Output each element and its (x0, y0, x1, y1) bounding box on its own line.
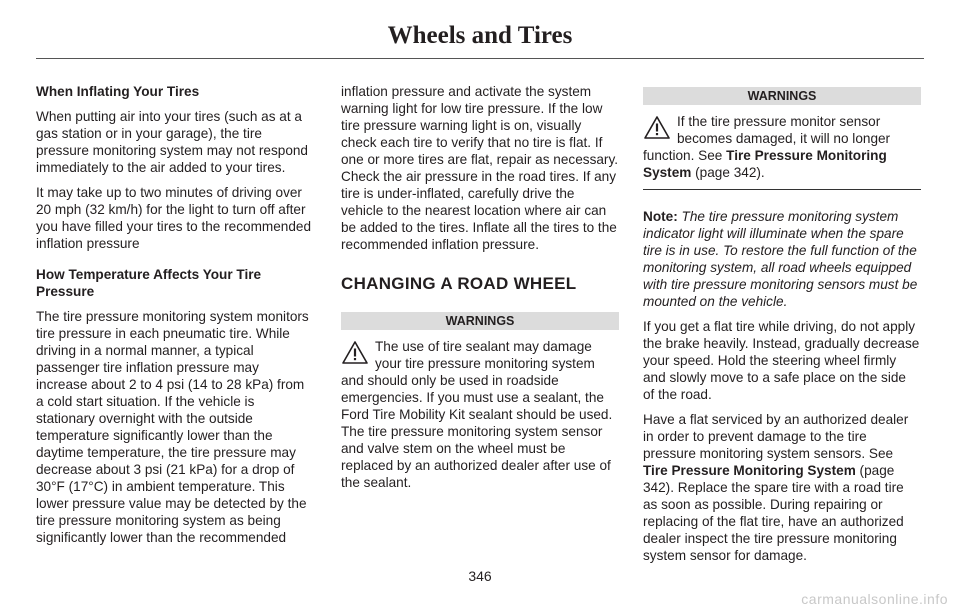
warning-triangle-icon (341, 340, 369, 365)
warning-triangle-icon (643, 115, 671, 140)
subheading-temperature: How Temperature Affects Your Tire Pressure (36, 267, 262, 299)
note-text: The tire pressure monitoring system indicator light will illuminate when the spare tire is in use. To restore the full function of the monitoring system, all road wheels equipped with tire pressure monitoring sensors must be mounted on the vehicle. (643, 209, 918, 309)
header-divider (36, 58, 924, 59)
paragraph: The tire pressure monitoring system monitors tire pressure in each pneumatic tire. While driving in a normal manner, a typical passenger tire inflation pressure may increase about 2 to 4 psi (14 to 28 kPa) from a cold start situation. If the vehicle is stationary overnight with the outside temperature significantly lower than the daytime temperature, the tire pressure may decrease about 3 psi (21 kPa) for a drop of 30°F (17°C) in ambient temperature. This lower pressure value may be detected by the tire pressure monitoring system as being significantly lower than the recommended (36, 309, 309, 545)
page-number: 346 (468, 568, 492, 584)
warning-text: If the tire pressure monitor sensor becomes damaged, it will no longer function. See (643, 114, 891, 163)
warning-block (341, 338, 619, 499)
column-right (643, 83, 921, 572)
cross-reference-link[interactable]: Tire Pressure Monitoring System (643, 148, 887, 180)
column-middle (341, 83, 619, 517)
paragraph: inflation pressure and activate the system warning light for low tire pressure. If the low tire pressure warning light is on, visually check each tire to verify that no tire is flat. If one or more tires are flat, repair as necessary. Check the air pressure in the road tires. If any tire is under-inflated, carefully drive the vehicle to the nearest location where air can be added to the tires. Inflate all the tires to the recommended inflation pressure. (341, 84, 619, 252)
column-left (36, 83, 314, 554)
warnings-banner: WARNINGS (643, 87, 921, 105)
warning-page-ref: (page 342). (691, 165, 765, 180)
warnings-banner: WARNINGS (341, 312, 619, 330)
paragraph-text: Have a flat serviced by an authorized dealer in order to prevent damage to the tire pressure monitoring system sensors. See (643, 412, 909, 461)
watermark: carmanualsonline.info (801, 591, 948, 607)
warning-block (643, 113, 921, 190)
paragraph: It may take up to two minutes of driving over 20 mph (32 km/h) for the light to turn off after you have filled your tires to the recommended inflation pressure (36, 185, 312, 251)
note-label: Note: (643, 209, 678, 224)
note-paragraph (643, 208, 921, 310)
cross-reference-link[interactable]: Tire Pressure Monitoring System (643, 463, 856, 478)
page-title: Wheels and Tires (387, 22, 573, 49)
paragraph: If you get a flat tire while driving, do not apply the brake heavily. Instead, gradually decrease your speed. Hold the steering wheel firmly and slowly move to a safe place on the side of the road. (643, 319, 920, 402)
subheading-inflating: When Inflating Your Tires (36, 84, 200, 99)
paragraph (643, 411, 921, 564)
warning-text: The use of tire sealant may damage your tire pressure monitoring system and should only be used in roadside emergencies. If you must use a sealant, the Ford Tire Mobility Kit sealant should be used. The tire pressure monitoring system sensor and valve stem on the wheel must be replaced by an authorized dealer after use of the sealant. (341, 339, 613, 490)
paragraph: When putting air into your tires (such as at a gas station or in your garage), the tire pressure monitoring system may not respond immediately to the air added to your tires. (36, 109, 308, 175)
section-heading-changing-road-wheel: CHANGING A ROAD WHEEL (341, 274, 577, 293)
paragraph-text: (page 342). Replace the spare tire with a road tire as soon as possible. During repairing or replacing of the flat tire, have an authorized dealer inspect the tire pressure monitoring system sensor for damage. (643, 463, 904, 563)
